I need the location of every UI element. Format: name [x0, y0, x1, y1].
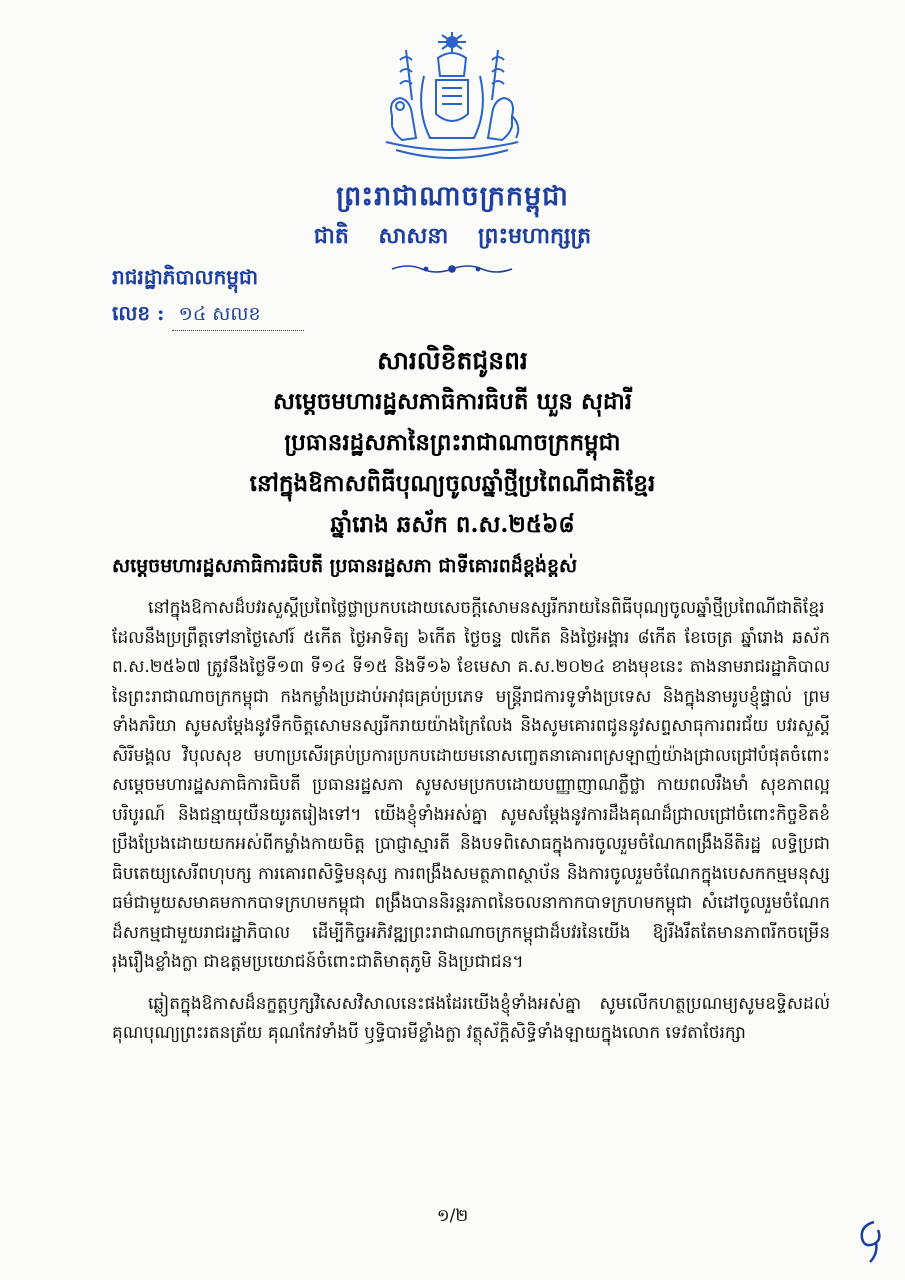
page-number: ១/២	[436, 1206, 469, 1226]
reference-row	[112, 300, 304, 331]
royal-coat-of-arms-emblem	[372, 30, 532, 170]
government-name: រាជរដ្ឋាភិបាលកម្ពុជា	[112, 265, 258, 289]
reference-number: ១៤ សលខ	[172, 302, 304, 331]
handwritten-initial-mark	[852, 1216, 892, 1266]
occasion-line: នៅក្នុងឱកាសពិធីបុណ្យចូលឆ្នាំថ្មីប្រពៃណីជាតិខ្មែរ	[249, 470, 656, 497]
decorative-ornament	[388, 262, 516, 276]
paragraph: ឆ្លៀតក្នុងឱកាសដ៏នក្ខត្តឫក្សវិសេសវិសាលនេះផងដែរយើងខ្ញុំទាំងអស់គ្នា សូមលើកហត្ថប្រណម្យសូមឧទ្ទិសដល់គុណបុណ្យព្រះរតនត្រ័យ គុណកែវទាំងបី ឫទ្ធិបារមីខ្លាំងក្លា វត្ថុស័ក្តិសិទ្ធិទាំងឡាយក្នុងលោក ទេវតាថែរក្សា	[112, 993, 830, 1043]
reference-label: លេខ :	[112, 301, 165, 325]
recipient-title: សម្តេចមហារដ្ឋសភាធិការធិបតី ឃួន សុដារី	[272, 388, 633, 415]
letter-body	[112, 594, 830, 1061]
recipient-position: ប្រធានរដ្ឋសភានៃព្រះរាជាណាចក្រកម្ពុជា	[284, 429, 621, 456]
document-title: សារលិខិតជូនពរ	[377, 346, 528, 375]
salutation: សម្តេចមហារដ្ឋសភាធិការធិបតី ប្រធានរដ្ឋសភា ជាទីគោរពដ៏ខ្ពង់ខ្ពស់	[112, 555, 578, 577]
paragraph: នៅក្នុងឱកាសដ៏បវរសួស្តីប្រពៃថ្លៃថ្លាប្រកបដោយសេចក្តីសោមនស្សរីករាយនៃពិធីបុណ្យចូលឆ្នាំថ្មីប្រពៃណីជាតិខ្មែរ ដែលនឹងប្រព្រឹត្តទៅនាថ្ងៃសៅរ៍ ៥កើត ថ្ងៃអាទិត្យ ៦កើត ថ្ងៃចន្ទ ៧កើត និងថ្ងៃអង្គារ ៨កើត ខែចេត្រ ឆ្នាំរោង ឆស័ក ព.ស.២៥៦៧ ត្រូវនឹងថ្ងៃទី១៣ ទី១៤ ទី១៥ និងទី១៦ ខែមេសា គ.ស.២០២៤ ខាងមុខនេះ តាងនាមរាជរដ្ឋាភិបាលនៃព្រះរាជាណាចក្រកម្ពុជា កងកម្លាំងប្រដាប់អាវុធគ្រប់ប្រភេទ មន្ត្រីរាជការទូទាំងប្រទេស និងក្នុងនាមរូបខ្ញុំផ្ទាល់ ព្រមទាំងភរិយា សូមសម្តែងនូវទឹកចិត្តសោមនស្សរីករាយយ៉ាងក្រៃលែង និងសូមគោរពជូននូវសព្ទសាធុការពរជ័យ បវរសួស្តី សិរីមង្គល វិបុលសុខ មហាប្រសើរគ្រប់ប្រការប្រកបដោយមនោសញ្ចេតនាគោរពស្រឡាញ់យ៉ាងជ្រាលជ្រៅបំផុតចំពោះ សម្តេចមហារដ្ឋសភាធិការធិបតី ប្រធានរដ្ឋសភា សូមសមប្រកបដោយបញ្ញាញាណភ្លឺថ្លា កាយពលរឹងមាំ សុខភាពល្អបរិបូរណ៍ និងជន្មាយុយឺនយូរតរៀងទៅ។ យើងខ្ញុំទាំងអស់គ្នា សូមសម្តែងនូវការដឹងគុណដ៏ជ្រាលជ្រៅចំពោះកិច្ចខិតខំប្រឹងប្រែងដោយយកអស់ពីកម្លាំងកាយចិត្ត ប្រាជ្ញាស្មារតី និងបទពិសោធក្នុងការចូលរួមចំណែកពង្រឹងនីតិរដ្ឋ លទ្ធិប្រជាធិបតេយ្យសេរីពហុបក្ស ការគោរពសិទ្ធិមនុស្ស ការពង្រឹងសមត្ថភាពស្ថាប័ន និងការចូលរួមចំណែកក្នុងបេសកកម្មមនុស្សធម៌ជាមួយសមាគមកាកបាទក្រហមកម្ពុជា ពង្រឹងបាននិរន្តរភាពនៃចលនាកាកបាទក្រហមកម្ពុជា សំដៅចូលរួមចំណែកដ៏សកម្មជាមួយរាជរដ្ឋាភិបាល ដើម្បីកិច្ចអភិវឌ្ឍព្រះរាជាណាចក្រកម្ពុជាដ៏បវរនៃយើង ឱ្យរីងរឹតតែមានភាពរីកចម្រើនរុងរឿងខ្លាំងក្លា ជាឧត្តមប្រយោជន៍ចំពោះជាតិមាតុភូមិ និងប្រជាជន។	[112, 598, 830, 972]
year-line: ឆ្នាំរោង ឆស័ក ព.ស.២៥៦៨	[330, 511, 575, 538]
national-motto: ជាតិ សាសនា ព្រះមហាក្សត្រ	[313, 223, 592, 249]
document-title-block	[0, 340, 905, 545]
kingdom-name-heading: ព្រះរាជាណាចក្រកម្ពុជា	[336, 181, 569, 212]
